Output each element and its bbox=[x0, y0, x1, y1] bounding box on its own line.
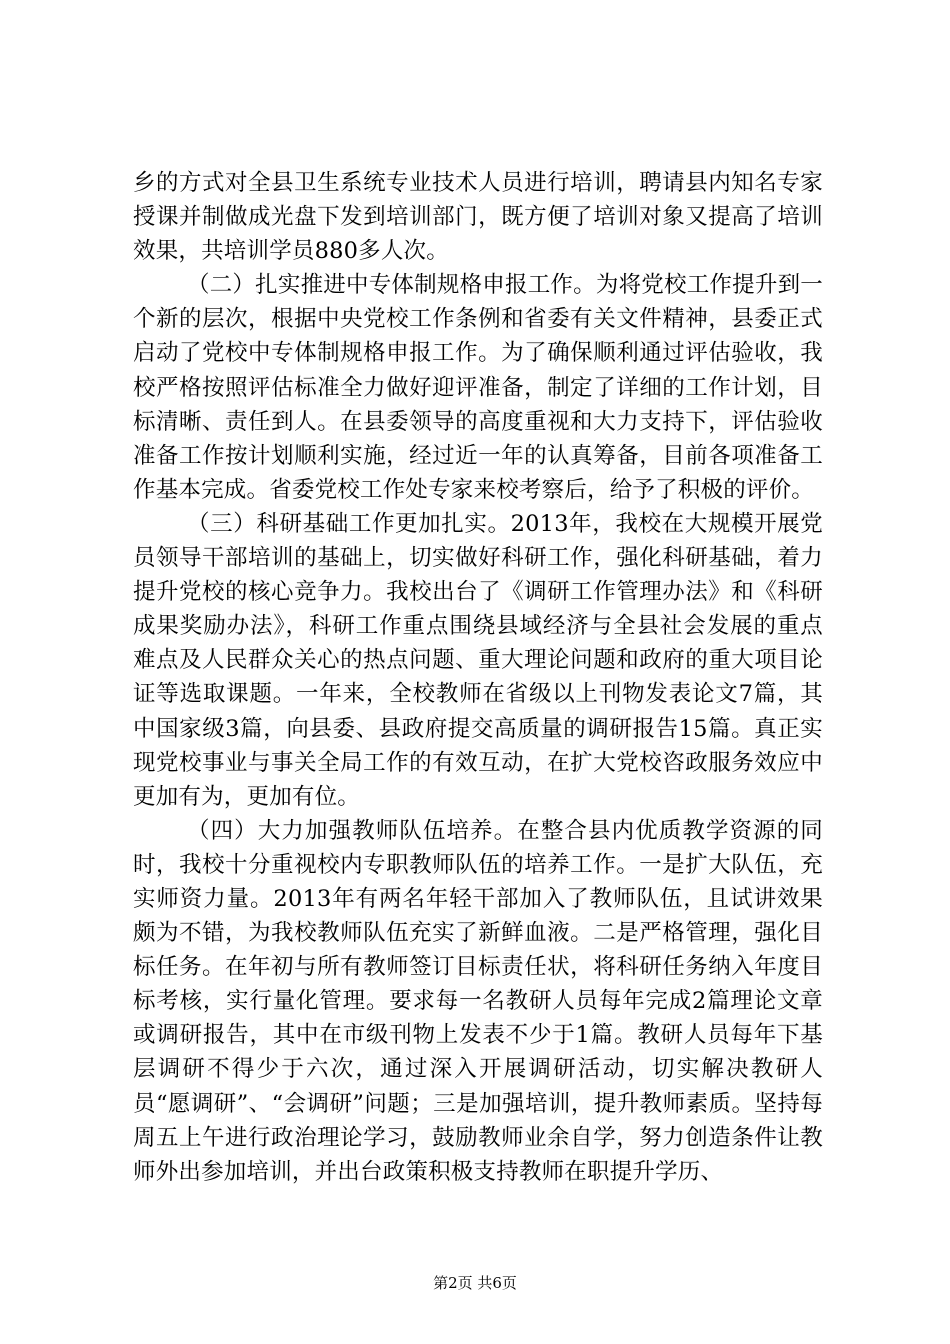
paragraph-4: （四）大力加强教师队伍培养。在整合县内优质教学资源的同时，我校十分重视校内专职教师队伍的培养工作。一是扩大队伍，充实师资力量。2013年有两名年轻干部加入了教师队伍，且试讲效果颇为不错，为我校教师队伍充实了新鲜血液。二是严格管理，强化目标任务。在年初与所有教师签订目标责任状，将科研任务纳入年度目标考核，实行量化管理。要求每一名教研人员每年完成2篇理论文章或调研报告，其中在市级刊物上发表不少于1篇。教研人员每年下基层调研不得少于六次，通过深入开展调研活动，切实解决教研人员“愿调研”、“会调研”问题；三是加强培训，提升教师素质。坚持每周五上午进行政治理论学习，鼓励教师业余自学，努力创造条件让教师外出参加培训，并出台政策积极支持教师在职提升学历、 bbox=[133, 817, 823, 1185]
paragraph-1: 乡的方式对全县卫生系统专业技术人员进行培训，聘请县内知名专家授课并制做成光盘下发到培训部门，既方便了培训对象又提高了培训效果，共培训学员880多人次。 bbox=[133, 170, 823, 265]
paragraph-2: （二）扎实推进中专体制规格申报工作。为将党校工作提升到一个新的层次，根据中央党校工作条例和省委有关文件精神，县委正式启动了党校中专体制规格申报工作。为了确保顺利通过评估验收，我校严格按照评估标准全力做好迎评准备，制定了详细的工作计划，目标清晰、责任到人。在县委领导的高度重视和大力支持下，评估验收准备工作按计划顺利实施，经过近一年的认真筹备，目前各项准备工作基本完成。省委党校工作处专家来校考察后，给予了积极的评价。 bbox=[133, 272, 823, 503]
paragraph-3: （三）科研基础工作更加扎实。2013年，我校在大规模开展党员领导干部培训的基础上，切实做好科研工作，强化科研基础，着力提升党校的核心竞争力。我校出台了《调研工作管理办法》和《科研成果奖励办法》，科研工作重点围绕县域经济与全县社会发展的重点难点及人民群众关心的热点问题、重大理论问题和政府的重大项目论证等选取课题。一年来，全校教师在省级以上刊物发表论文7篇，其中国家级3篇，向县委、县政府提交高质量的调研报告15篇。真正实现党校事业与事关全局工作的有效互动，在扩大党校咨政服务效应中更加有为，更加有位。 bbox=[133, 510, 823, 810]
page-number-footer: 第2页 共6页 bbox=[433, 1274, 517, 1292]
document-body bbox=[133, 166, 823, 1189]
